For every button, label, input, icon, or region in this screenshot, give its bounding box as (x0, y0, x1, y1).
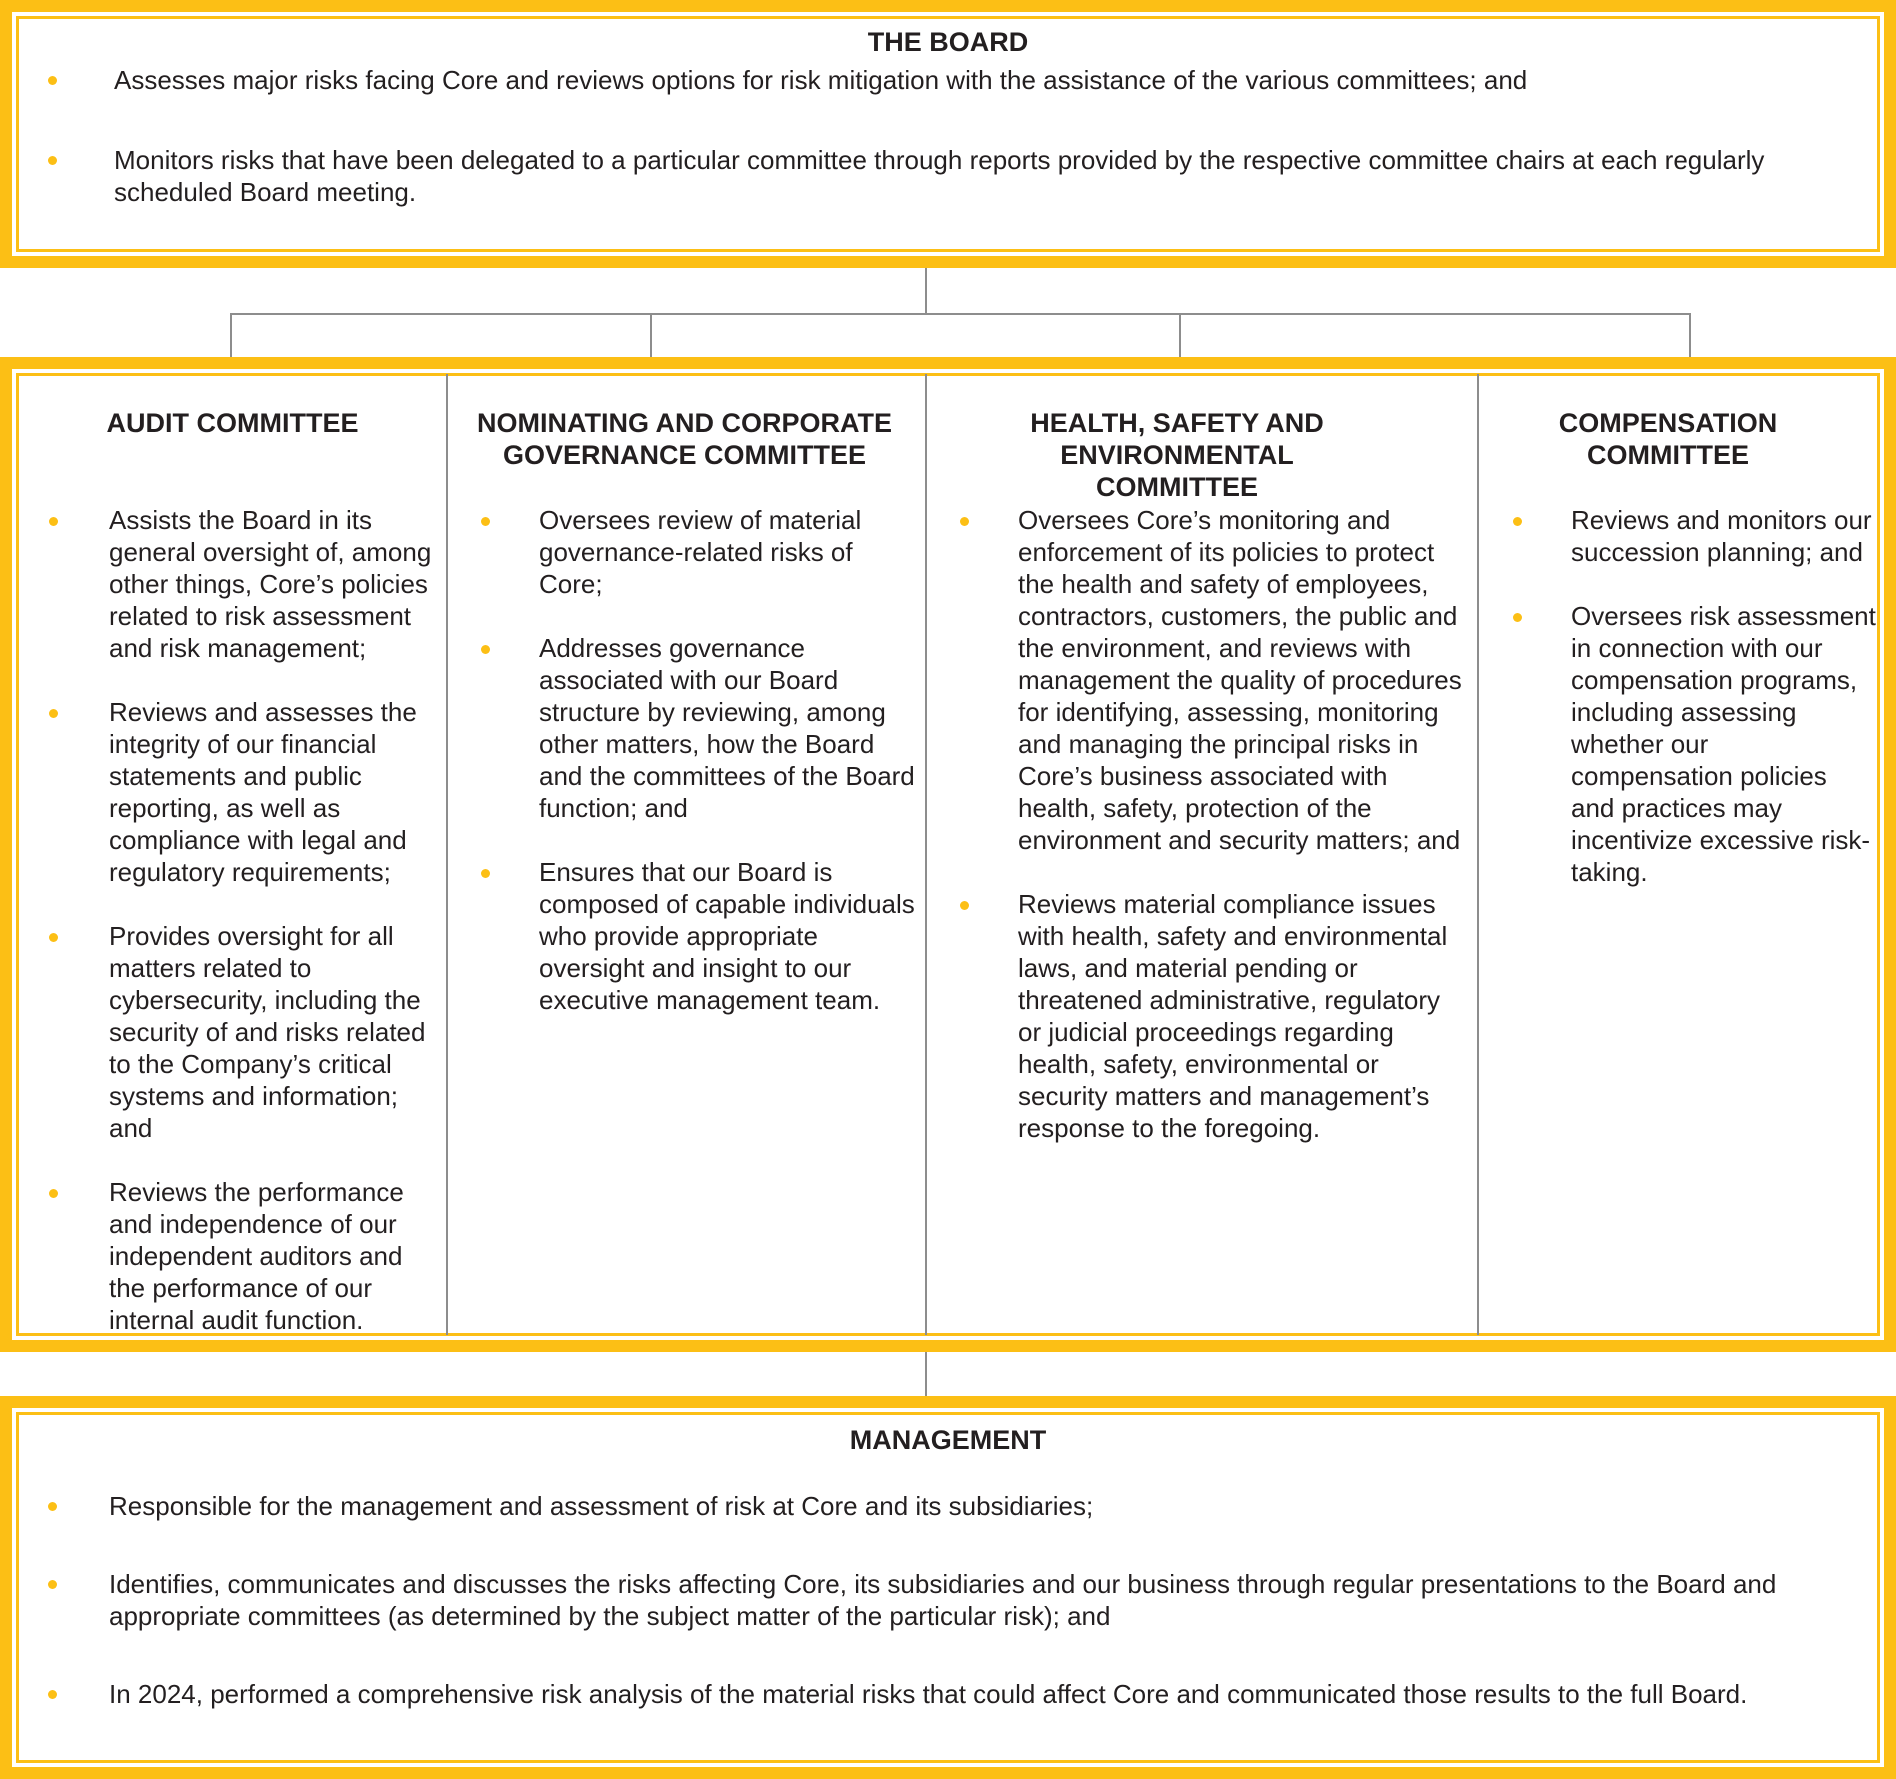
list-item (114, 64, 1806, 96)
list-item (114, 144, 1806, 208)
item-text: Reviews material compliance issues with health, safety and environmental laws, and material pending or threatened administrative, regulatory or judicial proceedings regarding health, safety, environmental or security matters and management’s response to the foregoing. (1018, 889, 1448, 1143)
bullet-icon (481, 869, 490, 878)
bullet-icon (481, 645, 490, 654)
nominating-committee-list (539, 504, 915, 1048)
item-text: Reviews and monitors our succession planning; and (1571, 505, 1872, 567)
compensation-committee-list (1571, 504, 1877, 920)
item-text: Assists the Board in its general oversight of, among other things, Core’s policies related to risk assessment and risk management; (109, 505, 432, 663)
management-item-text: Responsible for the management and assessment of risk at Core and its subsidiaries; (109, 1491, 1094, 1521)
bullet-icon (481, 517, 490, 526)
list-item (539, 856, 915, 1016)
board-item-text: Monitors risks that have been delegated to a particular committee through reports provided by the respective committee chairs at each regularly scheduled Board meeting. (114, 145, 1765, 207)
item-text: Oversees Core’s monitoring and enforcement of its policies to protect the health and safety of employees, contractors, customers, the public and the environment, and reviews with management the quality of procedures for identifying, assessing, monitoring and managing the principal risks in Core’s business associated with health, safety, protection of the environment and security matters; and (1018, 505, 1462, 855)
board-item-text: Assesses major risks facing Core and reviews options for risk mitigation with the assistance of the various committees; and (114, 65, 1528, 95)
bullet-icon (48, 1502, 57, 1511)
bullet-icon (49, 709, 58, 718)
bullet-icon (48, 156, 57, 165)
bullet-icon (49, 933, 58, 942)
management-item-text: In 2024, performed a comprehensive risk analysis of the material risks that could affect Core and communicated those results to the full Board. (109, 1679, 1748, 1709)
connector-board-trunk (925, 268, 927, 314)
list-item (1018, 504, 1469, 856)
hse-committee-column (927, 374, 1477, 1335)
item-text: Reviews the performance and independence of our independent auditors and the performance of our internal audit function. (109, 1177, 404, 1335)
list-item (109, 920, 438, 1144)
management-list (109, 1490, 1816, 1756)
list-item (109, 1568, 1816, 1632)
management-item-text: Identifies, communicates and discusses the risks affecting Core, its subsidiaries and our business through regular presentations to the Board and appropriate committees (as determined by the subject matter of the particular risk); and (109, 1569, 1777, 1631)
connector-drop-hse (1179, 313, 1181, 357)
bullet-icon (48, 1580, 57, 1589)
list-item (109, 504, 438, 664)
item-text: Oversees risk assessment in connection with our compensation programs, including assessing whether our compensation policies and practices may incentivize excessive risk-taking. (1571, 601, 1876, 887)
hse-committee-title: HEALTH, SAFETY AND ENVIRONMENTAL COMMITTEE (1030, 408, 1324, 502)
list-item (1571, 504, 1877, 568)
list-item (109, 1176, 438, 1336)
compensation-committee-title: COMPENSATION COMMITTEE (1558, 408, 1778, 470)
item-text: Addresses governance associated with our Board structure by reviewing, among other matters, how the Board and the committees of the Board function; and (539, 633, 915, 823)
list-item (539, 632, 915, 824)
connector-drop-nominating (650, 313, 652, 357)
item-text: Provides oversight for all matters related to cybersecurity, including the security of and risks related to the Company’s critical systems and information; and (109, 921, 426, 1143)
connector-drop-audit (230, 313, 232, 357)
compensation-committee-column (1479, 374, 1877, 1335)
audit-committee-column (19, 374, 446, 1335)
bullet-icon (49, 1189, 58, 1198)
audit-committee-title: AUDIT COMMITTEE (106, 408, 359, 438)
list-item (1571, 600, 1877, 888)
audit-committee-list (109, 504, 438, 1368)
item-text: Ensures that our Board is composed of capable individuals who provide appropriate oversight and insight to our executive management team. (539, 857, 915, 1015)
bullet-icon (48, 1690, 57, 1699)
nominating-committee-column (448, 374, 925, 1335)
bullet-icon (960, 901, 969, 910)
board-title: THE BOARD (867, 27, 1029, 57)
list-item (109, 1678, 1816, 1710)
connector-drop-compensation (1689, 313, 1691, 357)
connector-horizontal (230, 313, 1691, 315)
connector-management-trunk (925, 1352, 927, 1396)
nominating-committee-title: NOMINATING AND CORPORATE GOVERNANCE COMMITTEE (477, 408, 892, 470)
board-list (114, 64, 1806, 256)
list-item (1018, 888, 1469, 1144)
bullet-icon (1513, 517, 1522, 526)
bullet-icon (1513, 613, 1522, 622)
list-item (109, 1490, 1816, 1522)
bullet-icon (960, 517, 969, 526)
item-text: Oversees review of material governance-related risks of Core; (539, 505, 862, 599)
hse-committee-list (1018, 504, 1469, 1176)
list-item (539, 504, 915, 600)
bullet-icon (49, 517, 58, 526)
bullet-icon (48, 76, 57, 85)
list-item (109, 696, 438, 888)
management-title: MANAGEMENT (849, 1425, 1047, 1455)
item-text: Reviews and assesses the integrity of our financial statements and public reporting, as well as compliance with legal and regulatory requirements; (109, 697, 417, 887)
